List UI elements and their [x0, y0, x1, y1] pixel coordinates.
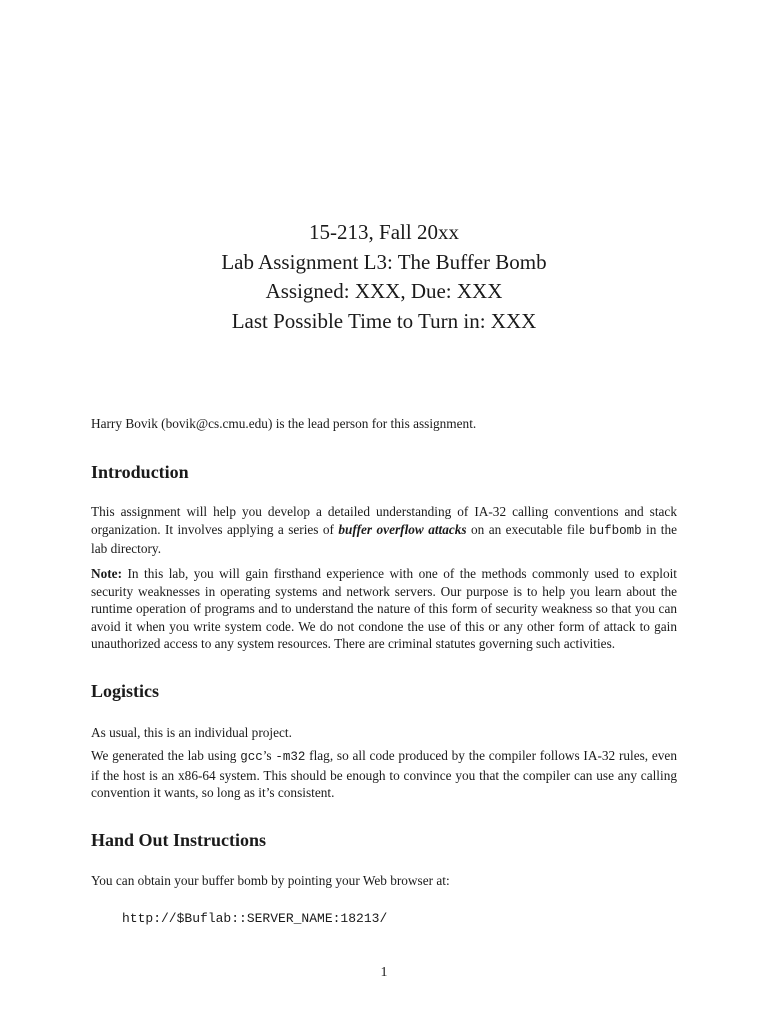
intro-code: bufbomb — [589, 523, 642, 538]
logistics-code-gcc: gcc — [240, 750, 263, 764]
intro-text-1: This assignment will help you develop a detailed understanding of IA-32 calling conventions and stack organization. It involves applying a series of — [91, 504, 677, 537]
introduction-paragraph — [91, 503, 677, 558]
handout-url[interactable]: http://$Buflab::SERVER_NAME:18213/ — [122, 911, 388, 926]
lab-title: Lab Assignment L3: The Buffer Bomb — [221, 249, 547, 274]
logistics-text-1: We generated the lab using — [91, 748, 241, 763]
lead-person-line: Harry Bovik (bovik@cs.cmu.edu) is the lead person for this assignment. — [91, 416, 477, 431]
logistics-text-3: flag, so all code produced by the compiler follows IA-32 rules, even if the host is an x86-64 system. This should be enough to convince you that the compiler can use any calling convention it wants, so long as it’s consistent. — [91, 748, 677, 801]
note-paragraph — [91, 565, 677, 653]
title-block — [0, 218, 768, 336]
logistics-paragraph-2 — [91, 747, 677, 802]
handout-paragraph: You can obtain your buffer bomb by pointing your Web browser at: — [91, 873, 450, 888]
last-turn-in-time: Last Possible Time to Turn in: XXX — [231, 308, 537, 333]
logistics-heading: Logistics — [91, 681, 160, 701]
course-title: 15-213, Fall 20xx — [309, 220, 459, 244]
intro-text-3: in the lab directory. — [91, 521, 677, 557]
note-text: In this lab, you will gain firsthand experience with one of the methods commonly used to exploit security weaknesses in operating systems and network servers. Our purpose is to help you learn about the runtime operation of programs and to understand the nature of this form of security weakness so that you can avoid it when you write system code. We do not condone the use of this or any other form of attack to gain unauthorized access to any system resources. There are criminal statutes governing such activities. — [91, 566, 677, 652]
logistics-paragraph-1: As usual, this is an individual project. — [91, 725, 292, 740]
assignment-dates: Assigned: XXX, Due: XXX — [265, 279, 503, 303]
note-label: Note: — [91, 566, 123, 581]
introduction-heading: Introduction — [91, 462, 189, 482]
intro-emphasis: buffer overflow attacks — [338, 521, 467, 537]
logistics-code-flag: -m32 — [275, 750, 306, 764]
logistics-text-2: ’s — [262, 748, 276, 763]
handout-heading: Hand Out Instructions — [91, 830, 267, 850]
page-number: 1 — [380, 965, 388, 980]
intro-text-2: on an executable file — [466, 521, 590, 537]
